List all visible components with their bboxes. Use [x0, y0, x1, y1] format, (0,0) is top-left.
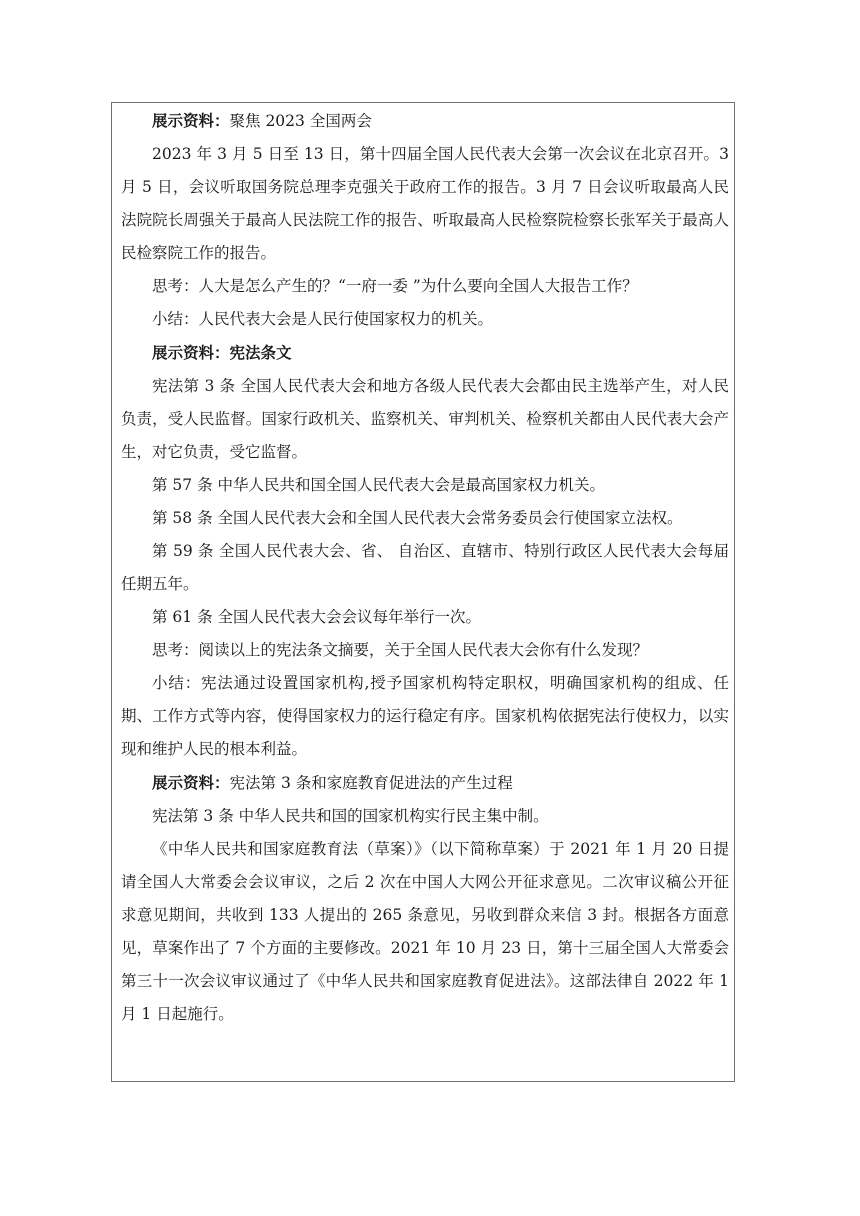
- paragraph: 小结：人民代表大会是人民行使国家权力的机关。: [152, 310, 494, 328]
- paragraph: 《中华人民共和国家庭教育法（草案）》（以下简称草案）于 2021 年 1 月 20 日提请全国人大常委会会议审议，之后 2 次在中国人大网公开征求意见。二次审议稿公开征求意见期间，共收到 133 人提出的 265 条意见，另收到群众来信 3 封。根据各方面意见，草案作出了 7 个方面的主要修改。2021 年 10 月 23 日，第十三届全国人大常委会第三十一次会议审议通过了《中华人民共和国家庭教育促进法》。这部法律自 2022 年 1 月 1 日起施行。: [121, 840, 729, 1023]
- heading-label: 展示资料：: [152, 773, 230, 792]
- heading-label: 展示资料：宪法条文: [152, 343, 292, 362]
- paragraph: 第 58 条 全国人民代表大会和全国人民代表大会常务委员会行使国家立法权。: [152, 509, 683, 527]
- paragraph: 第 59 条 全国人民代表大会、省、 自治区、直辖市、特别行政区人民代表大会每届任期五年。: [121, 542, 729, 593]
- paragraph: 宪法第 3 条 全国人民代表大会和地方各级人民代表大会都由民主选举产生，对人民负责，受人民监督。国家行政机关、监察机关、审判机关、检察机关都由人民代表大会产生，对它负责，受它监督。: [121, 377, 729, 461]
- paragraph: 思考：人大是怎么产生的？“一府一委 ”为什么要向全国人大报告工作？: [152, 277, 638, 295]
- heading-label: 展示资料：: [152, 111, 230, 130]
- document-content: [121, 104, 729, 1031]
- section-heading: [121, 336, 729, 370]
- section-heading: [121, 766, 729, 800]
- paragraph: 2023 年 3 月 5 日至 13 日，第十四届全国人民代表大会第一次会议在北京召开。3 月 5 日，会议听取国务院总理李克强关于政府工作的报告。3 月 7 日会议听取最高人民法院院长周强关于最高人民法院工作的报告、听取最高人民检察院检察长张军关于最高人民检察院工作的报告。: [121, 145, 729, 262]
- paragraph: 第 61 条 全国人民代表大会会议每年举行一次。: [152, 608, 482, 626]
- heading-text: 宪法第 3 条和家庭教育促进法的产生过程: [229, 774, 513, 792]
- paragraph: 思考：阅读以上的宪法条文摘要，关于全国人民代表大会你有什么发现？: [152, 641, 649, 659]
- section-heading: [121, 104, 729, 138]
- paragraph: 第 57 条 中华人民共和国全国人民代表大会是最高国家权力机关。: [152, 476, 606, 494]
- heading-text: 聚焦 2023 全国两会: [229, 112, 372, 130]
- paragraph: 宪法第 3 条 中华人民共和国的国家机构实行民主集中制。: [152, 807, 549, 825]
- paragraph: 小结：宪法通过设置国家机构,授予国家机构特定职权，明确国家机构的组成、任期、工作方式等内容，使得国家权力的运行稳定有序。国家机构依据宪法行使权力，以实现和维护人民的根本利益。: [121, 674, 729, 758]
